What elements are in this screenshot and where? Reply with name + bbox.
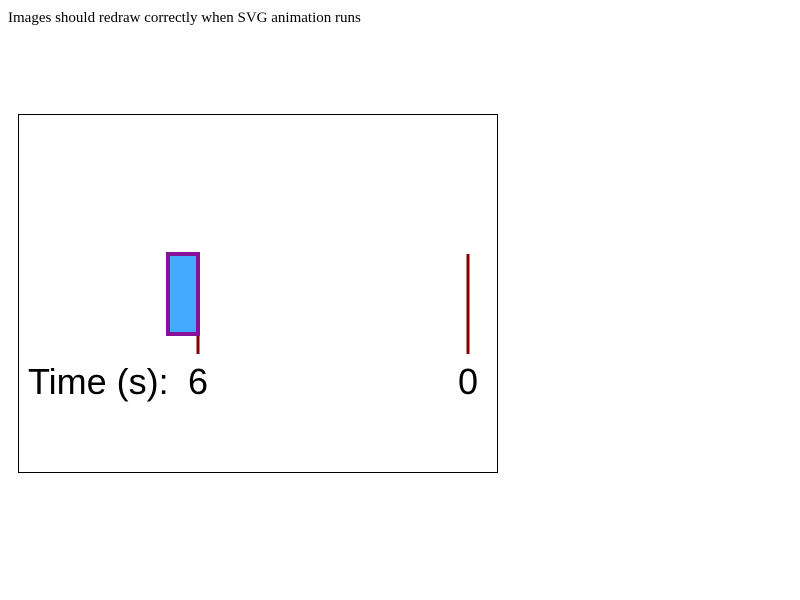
end-marker-value: 0 bbox=[457, 361, 479, 402]
time-label: Time (s): bbox=[28, 361, 169, 402]
animation-stage bbox=[18, 114, 498, 474]
start-marker-value: 6 bbox=[187, 361, 209, 402]
page-heading: Images should redraw correctly when SVG animation runs bbox=[8, 10, 361, 26]
animated-block bbox=[168, 254, 198, 334]
stage-frame bbox=[19, 115, 498, 473]
